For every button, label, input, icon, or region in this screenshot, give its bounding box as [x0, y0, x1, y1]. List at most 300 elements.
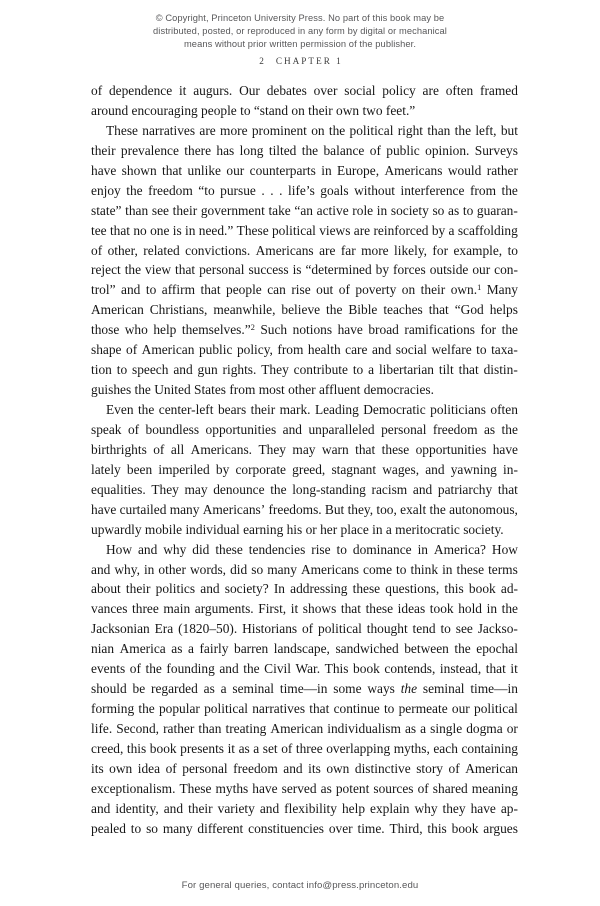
- text-word: as: [483, 421, 496, 437]
- text-word: meanwhile,: [213, 302, 276, 318]
- text-word: the: [270, 481, 287, 497]
- text-word: taxa-: [491, 342, 518, 358]
- text-line: [91, 282, 518, 302]
- text-word: popular: [158, 701, 200, 717]
- text-word: scaffolding: [457, 222, 518, 238]
- text-word: shows: [302, 601, 337, 617]
- text-word: one: [150, 222, 170, 238]
- text-word: some: [333, 681, 362, 697]
- text-word: the: [501, 421, 518, 437]
- text-word: their: [91, 142, 116, 158]
- text-word: rise: [291, 282, 311, 298]
- text-word: health: [307, 342, 341, 358]
- text-word: unlike: [187, 162, 221, 178]
- text-word: rather: [163, 721, 195, 736]
- body-paragraph: [91, 83, 518, 123]
- text-word: by: [375, 262, 390, 278]
- text-word: flexibility: [284, 800, 337, 816]
- text-word: debates: [266, 83, 307, 98]
- text-line: [91, 462, 518, 482]
- text-word: How: [106, 541, 133, 557]
- text-word: Americans’: [202, 501, 266, 517]
- text-word: the: [137, 402, 155, 417]
- text-word: care: [345, 342, 368, 358]
- text-word: to: [507, 242, 518, 258]
- text-word: need.”: [198, 222, 234, 238]
- text-word: served: [281, 780, 317, 796]
- text-word: myths,: [393, 740, 430, 756]
- text-word: but: [500, 122, 518, 138]
- text-word: by: [215, 461, 230, 477]
- text-word: those: [91, 322, 120, 338]
- text-word: has: [216, 142, 235, 158]
- text-word: our: [472, 262, 491, 278]
- text-word: and: [425, 461, 445, 477]
- text-word: have: [91, 162, 117, 178]
- text-word: opportunities: [205, 421, 277, 437]
- text-word: time.: [357, 820, 385, 836]
- text-word: the: [501, 601, 518, 617]
- text-word: story: [416, 760, 443, 776]
- text-word: society: [390, 202, 429, 218]
- text-word: vances: [91, 601, 128, 617]
- text-word: that: [162, 162, 183, 178]
- text-word: potent: [335, 780, 370, 796]
- text-word: freedom: [148, 182, 193, 198]
- text-line: [91, 821, 518, 841]
- text-word: personal: [381, 421, 427, 437]
- text-word: from: [277, 342, 304, 358]
- text-word: a: [187, 641, 194, 657]
- text-word: reject: [91, 262, 121, 278]
- text-word: bears: [217, 402, 247, 417]
- text-word: state”: [91, 202, 122, 218]
- text-word: sandwiched: [335, 641, 399, 657]
- text-word: In: [273, 581, 285, 597]
- text-word: book: [468, 581, 496, 597]
- text-word: these: [456, 561, 485, 577]
- text-word: convictions.: [185, 242, 251, 258]
- page-text-block: [91, 83, 518, 841]
- text-word: tend: [412, 621, 436, 637]
- text-word: these: [365, 601, 394, 617]
- text-word: Americans: [300, 561, 359, 577]
- text-word: that: [497, 481, 518, 497]
- text-word: American: [270, 721, 324, 736]
- text-word: Era: [154, 621, 174, 637]
- text-word: see: [151, 202, 169, 218]
- text-word: right: [397, 122, 424, 138]
- text-word: is: [292, 262, 302, 278]
- text-word: policy: [382, 83, 416, 98]
- text-word: Third,: [389, 820, 423, 836]
- text-word: the: [326, 302, 343, 318]
- text-word: Americans: [384, 162, 443, 178]
- text-word: public: [386, 142, 420, 158]
- text-word: freedom: [432, 421, 478, 437]
- text-word: shape: [91, 342, 122, 358]
- text-line: [91, 761, 518, 781]
- text-line: [91, 621, 518, 641]
- text-word: why,: [114, 561, 140, 577]
- text-word: of: [127, 421, 140, 437]
- text-word: Many: [486, 282, 518, 298]
- text-word: in: [143, 561, 155, 577]
- text-word: views: [319, 222, 351, 238]
- text-word: Leading: [314, 402, 359, 417]
- text-word: variety: [217, 800, 255, 816]
- text-word: arguments.: [194, 601, 254, 617]
- text-word: different: [197, 820, 244, 836]
- text-word: presents: [180, 740, 225, 756]
- text-word: mark.: [279, 402, 311, 417]
- text-word: social: [395, 342, 428, 358]
- text-line: [91, 661, 518, 681]
- text-line: upwardly mobile individual earning his or her place in a meritocratic society.: [91, 521, 504, 537]
- text-word: have: [470, 800, 496, 816]
- text-word: narratives: [142, 122, 196, 138]
- text-line: [91, 502, 518, 522]
- body-paragraph: [91, 402, 518, 542]
- text-word: as: [320, 780, 332, 796]
- text-word: so: [432, 202, 445, 218]
- text-word: are: [422, 83, 439, 98]
- text-word: it: [227, 740, 236, 756]
- text-line: [91, 701, 518, 721]
- text-word: and: [91, 561, 111, 577]
- text-word: [401, 681, 417, 701]
- text-word: questions,: [385, 581, 440, 597]
- text-word: no: [133, 222, 147, 238]
- text-word: time—in: [470, 681, 518, 697]
- text-word: Second,: [116, 721, 160, 736]
- text-word: First,: [258, 601, 287, 617]
- text-word: events: [91, 661, 126, 677]
- text-word: corporate: [235, 461, 286, 477]
- text-word: of: [153, 441, 165, 457]
- text-word: this: [126, 740, 147, 756]
- text-word: government: [200, 202, 265, 218]
- text-word: to: [130, 820, 142, 836]
- text-word: seminal: [232, 681, 275, 697]
- text-word: in: [442, 561, 453, 577]
- text-word: more: [361, 242, 389, 258]
- text-word: may: [292, 441, 316, 457]
- text-word: more: [220, 122, 248, 138]
- text-word: are: [353, 222, 371, 238]
- text-word: the: [138, 701, 155, 717]
- text-word: in: [376, 202, 388, 218]
- text-word: of: [165, 760, 177, 776]
- text-word: contends,: [384, 661, 436, 677]
- text-word: many: [169, 501, 200, 517]
- text-word: of: [369, 142, 381, 158]
- text-word: landscape,: [273, 641, 330, 657]
- text-word: nian: [91, 641, 115, 657]
- text-word: these: [381, 441, 410, 457]
- text-word: long-standing: [292, 481, 366, 497]
- text-word: American: [465, 760, 518, 776]
- text-word: their: [188, 800, 213, 816]
- text-word: take: [268, 202, 291, 218]
- text-word: broad: [368, 322, 399, 338]
- text-word: many: [162, 820, 193, 836]
- text-word: to: [352, 362, 364, 378]
- text-word: unparalleled: [308, 421, 375, 437]
- text-line: [91, 562, 518, 582]
- text-word: opinion.: [425, 142, 470, 158]
- text-word: political: [204, 701, 248, 717]
- text-word: founding: [166, 661, 215, 677]
- text-word: a: [420, 721, 427, 736]
- text-word: book: [149, 740, 177, 756]
- text-word: left,: [475, 122, 497, 138]
- text-word: addressing: [290, 581, 348, 597]
- text-word: of: [338, 282, 350, 298]
- text-word: individualism: [327, 721, 401, 736]
- text-word: affirm: [161, 282, 195, 298]
- text-word: forming: [91, 701, 135, 717]
- text-word: the: [243, 661, 260, 677]
- text-word: too,: [376, 501, 397, 517]
- text-word: role: [352, 202, 374, 218]
- text-line: [91, 243, 518, 263]
- text-word: .: [279, 182, 283, 198]
- text-word: epochal: [476, 641, 518, 657]
- text-word: barren: [234, 641, 269, 657]
- text-word: out: [316, 282, 334, 298]
- text-word: it: [178, 83, 187, 98]
- chapter-label: CHAPTER 1: [275, 56, 343, 66]
- text-word: poverty: [355, 282, 397, 298]
- text-word: success: [248, 262, 289, 278]
- text-word: in: [185, 222, 196, 238]
- text-word: (1820–50).: [178, 621, 238, 637]
- text-word: the: [501, 322, 518, 338]
- text-word: instead,: [439, 661, 482, 677]
- text-word: so: [251, 561, 264, 577]
- text-line: [91, 422, 518, 442]
- text-word: dominance: [352, 541, 412, 557]
- text-word: for: [432, 242, 449, 258]
- text-word: goals: [320, 182, 349, 198]
- text-word: continue: [333, 701, 380, 717]
- text-word: center-left: [158, 402, 214, 417]
- text-word: are: [199, 122, 216, 138]
- footnote-marker: 1: [477, 283, 482, 293]
- text-word: book: [353, 661, 380, 677]
- text-word: related: [143, 242, 180, 258]
- text-word: political: [349, 122, 394, 138]
- text-word: dogma: [466, 721, 503, 736]
- text-word: in: [417, 541, 428, 557]
- text-word: have: [91, 501, 117, 517]
- text-word: thought: [366, 621, 408, 637]
- text-line: [91, 801, 518, 821]
- text-word: took: [429, 601, 454, 617]
- text-word: to: [440, 621, 451, 637]
- text-word: and: [200, 581, 220, 597]
- text-word: “an: [294, 202, 314, 218]
- text-word: about: [91, 581, 121, 597]
- text-word: without: [354, 182, 395, 198]
- text-word: Jackso-: [477, 621, 518, 637]
- text-word: and: [173, 362, 193, 378]
- text-word: teaches: [383, 302, 423, 318]
- text-word: and: [219, 661, 239, 677]
- text-word: have: [492, 441, 518, 457]
- copyright-notice-line: means without prior written permission of the publisher.: [183, 39, 417, 50]
- text-word: the: [454, 122, 472, 138]
- text-word: far: [340, 242, 356, 258]
- page-footer: [0, 880, 600, 891]
- text-word: narratives: [252, 701, 306, 717]
- text-word: to: [462, 202, 474, 218]
- text-line: [91, 681, 518, 701]
- text-word: help: [341, 800, 366, 816]
- text-word: that: [428, 302, 449, 318]
- text-word: of: [417, 780, 429, 796]
- text-line: [91, 601, 518, 621]
- text-word: American: [141, 342, 195, 358]
- text-word: hold: [458, 601, 482, 617]
- text-line: [91, 721, 518, 741]
- text-word: distin-: [483, 362, 518, 378]
- text-word: They: [258, 441, 286, 457]
- footer-contact-text: For general queries, contact info@press.princeton.edu: [181, 880, 419, 891]
- text-word: who: [124, 322, 148, 338]
- text-word: welfare: [431, 342, 472, 358]
- text-word: identity,: [115, 800, 159, 816]
- text-word: of: [301, 621, 314, 637]
- text-word: is: [172, 222, 182, 238]
- text-line: [91, 123, 518, 143]
- text-line: [91, 143, 518, 163]
- text-word: it: [510, 661, 518, 677]
- text-word: enjoy: [91, 182, 121, 198]
- text-word: that: [340, 601, 361, 617]
- text-word: permeate: [398, 701, 448, 717]
- text-word: people: [226, 282, 262, 298]
- text-word: autonomous,: [449, 501, 518, 517]
- text-word: politics: [155, 581, 196, 597]
- text-word: be: [132, 681, 146, 697]
- text-line: [91, 362, 518, 382]
- text-word: the: [301, 142, 319, 158]
- text-word: personal: [199, 262, 245, 278]
- text-word: on: [311, 122, 325, 138]
- text-word: often: [445, 83, 474, 98]
- text-word: their: [172, 202, 198, 218]
- text-word: tion: [91, 362, 112, 378]
- text-word: This: [324, 661, 349, 677]
- text-word: the: [328, 122, 346, 138]
- text-word: their: [420, 282, 446, 298]
- text-word: ad-: [500, 581, 518, 597]
- text-word: the: [454, 641, 471, 657]
- text-word: should: [91, 681, 127, 697]
- text-word: freedoms.: [268, 501, 322, 517]
- text-word: exalt: [400, 501, 427, 517]
- copyright-notice-line: © Copyright, Princeton University Press. No part of this book may be: [155, 13, 445, 23]
- text-word: denounce: [213, 481, 265, 497]
- text-word: to: [396, 561, 407, 577]
- text-word: come: [363, 561, 393, 577]
- text-word: birthrights: [91, 441, 147, 457]
- text-word: society?: [224, 581, 269, 597]
- text-word: political: [271, 222, 316, 238]
- text-word: and: [121, 282, 141, 298]
- text-word: outside: [429, 262, 469, 278]
- text-word: and: [283, 760, 303, 776]
- footnote-marker: 2: [250, 323, 255, 333]
- text-word: between: [404, 641, 449, 657]
- text-word: its: [308, 760, 321, 776]
- text-word: greed,: [292, 461, 326, 477]
- text-word: than: [427, 122, 451, 138]
- text-word: single: [430, 721, 463, 736]
- text-word: They: [151, 481, 179, 497]
- text-word: explain: [370, 800, 410, 816]
- text-word: these: [352, 581, 381, 597]
- text-word: that: [485, 661, 506, 677]
- text-word: by: [431, 222, 446, 238]
- text-word: believe: [281, 302, 321, 318]
- text-word: ramifications: [404, 322, 476, 338]
- text-word: helps: [489, 302, 518, 318]
- text-word: other,: [107, 242, 138, 258]
- text-word: three: [132, 601, 159, 617]
- text-word: in-: [503, 461, 518, 477]
- text-word: opportunities: [415, 441, 487, 457]
- text-line: [91, 83, 518, 103]
- text-word: been: [126, 461, 153, 477]
- text-word: seminal: [422, 681, 465, 697]
- text-word: trol”: [91, 282, 116, 298]
- text-word: politicians: [430, 402, 486, 417]
- text-line: [91, 402, 518, 422]
- text-word: America?: [433, 541, 486, 557]
- running-head: [0, 56, 600, 66]
- page-number: 2: [259, 56, 266, 66]
- text-word: gun: [197, 362, 218, 378]
- text-word: racism: [371, 481, 408, 497]
- text-line: [91, 223, 518, 243]
- text-word: ap-: [500, 800, 518, 816]
- text-word: .: [270, 182, 274, 198]
- text-line: [91, 581, 518, 601]
- text-line: around encouraging people to “stand on their own two feet.”: [91, 102, 416, 118]
- text-word: Surveys: [474, 142, 518, 158]
- text-word: that: [355, 441, 376, 457]
- text-word: warn: [321, 441, 349, 457]
- text-word: as: [203, 681, 215, 697]
- text-word: terms: [488, 561, 518, 577]
- text-word: Such: [260, 322, 288, 338]
- text-word: the: [126, 182, 143, 198]
- text-word: sources: [373, 780, 414, 796]
- text-word: as: [404, 721, 417, 736]
- text-word: our: [451, 701, 470, 717]
- text-word: of: [129, 661, 141, 677]
- text-word: regarded: [150, 681, 198, 697]
- text-word: patriarchy: [437, 481, 493, 497]
- text-word: rise: [311, 541, 331, 557]
- text-word: that: [309, 701, 330, 717]
- text-line: [91, 302, 518, 322]
- text-word: view: [145, 262, 172, 278]
- text-word: likely,: [394, 242, 428, 258]
